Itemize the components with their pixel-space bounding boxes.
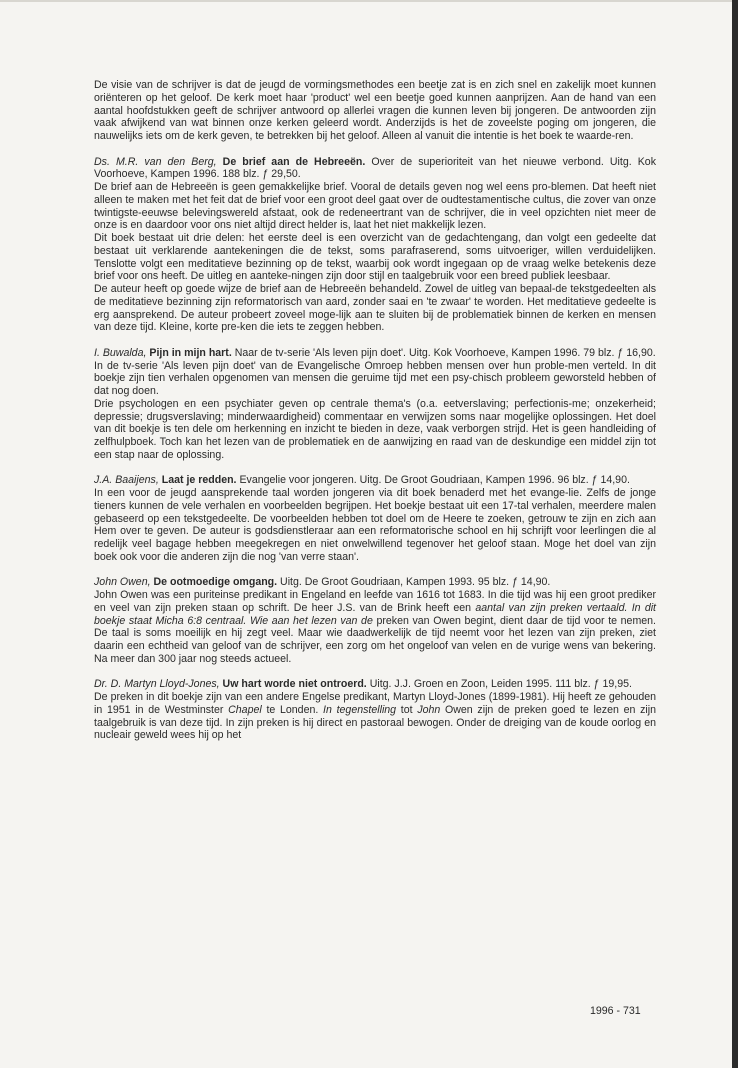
page-top-edge bbox=[0, 0, 738, 2]
review-text-italic: In tegenstelling bbox=[323, 703, 397, 716]
review-title: Laat je redden. bbox=[161, 474, 237, 487]
review-ootmoedige bbox=[94, 576, 656, 665]
review-title: De ootmoedige omgang. bbox=[153, 576, 278, 589]
review-text: John Owen was een puriteinse predikant in Engeland en leefde van 1616 tot 1683. In die tijd was hij een groot prediker en veel van zijn preken staan op schrift. De heer J.S. van de Brink heeft een bbox=[94, 589, 656, 614]
review-author: I. Buwalda, bbox=[94, 346, 147, 359]
article-body bbox=[94, 79, 656, 742]
review-heading bbox=[94, 156, 656, 182]
review-author: Ds. M.R. van den Berg, bbox=[94, 155, 217, 168]
review-meta: Uitg. J.J. Groen en Zoon, Leiden 1995. 111 blz. ƒ 19,95. bbox=[366, 678, 632, 691]
review-heading bbox=[94, 347, 656, 360]
review-paragraph: In de tv-serie 'Als leven pijn doet' van de Evangelische Omroep hebben mensen over hun proble-men verteld. In dit boekje zijn tien verhalen opgenomen van mensen die geruime tijd met een psy-chisch probleem geworsteld hebben of dat nog doen. bbox=[94, 359, 656, 398]
review-heading bbox=[94, 474, 656, 487]
review-meta: Naar de tv-serie 'Als leven pijn doet'. Uitg. Kok Voorhoeve, Kampen 1996. 79 blz. ƒ 16,90. bbox=[231, 346, 656, 359]
review-paragraph: De auteur heeft op goede wijze de brief aan de Hebreeën behandeld. Zowel de uitleg van bepaal-de tekstgedeelten als de meditatieve bezinning zijn reformatorisch van aard, zonder saai en 'te zwaar' te worden. Het meditatieve gedeelte is erg aansprekend. De auteur probeert zoveel moge-lijk aan te sluiten bij de problematiek binnen de kerken en mensen van deze tijd. Kleine, korte pre-ken die iets te zeggen hebben. bbox=[94, 283, 656, 334]
review-meta: Evangelie voor jongeren. Uitg. De Groot Goudriaan, Kampen 1996. 96 blz. ƒ 14,90. bbox=[236, 474, 630, 487]
review-text: te Londen. bbox=[261, 703, 324, 716]
review-text: Owen zijn de preken goed te lezen en zijn taalgebruik is van deze tijd. In zijn preken is hij direct en pastoraal bewogen. Onder de dreiging van de koude oorlog en nucleair geweld wees hij op het bbox=[94, 703, 656, 742]
review-text-italic: Chapel bbox=[228, 703, 262, 716]
review-paragraph: In een voor de jeugd aansprekende taal worden jongeren via dit boek benaderd met het evange-lie. Zelfs de jonge tieners kunnen de vele verhalen en voorbeelden begrijpen. Het boekje bestaat uit een 17-tal verhalen, meerdere malen gebaseerd op een tekstgedeelte. De voorbeelden hebben tot doel om de Heere te zoeken, getrouw te zijn en zich aan Hem over te geven. De auteur is godsdienstleraar aan een reformatorische school en hij schrijft voor leerlingen die al redelijk veel bagage hebben meegekregen en niet onwelwillend tegenover het geloof staan. Moge het doel van zijn boek ook voor die anderen zijn die nog 'van verre staan'. bbox=[94, 487, 656, 563]
review-text: De preken in dit boekje zijn van een andere Engelse predikant, Martyn Lloyd-Jones (1899-1981). Hij heeft ze gehouden in 1951 in de Westminster bbox=[94, 691, 656, 716]
review-paragraph: De brief aan de Hebreeën is geen gemakkelijke brief. Vooral de details geven nog wel eens pro-blemen. Dat heeft niet alleen te maken met het feit dat de brief voor een groot deel gaat over de oudtestamentische cultus, die zover van onze twintigste-eeuwse belevingswereld afstaat, ook de redeneertrant van de schrijver, die in veel opzichten niet meer de onze is en daardoor voor ons niet altijd direct helder is, laat het niet makkelijk lezen. bbox=[94, 181, 656, 232]
review-title: Uw hart worde niet ontroerd. bbox=[222, 678, 367, 691]
page-number: 1996 - 731 bbox=[590, 1005, 641, 1017]
review-paragraph bbox=[94, 691, 656, 742]
review-heading bbox=[94, 576, 656, 589]
review-text: tot bbox=[396, 703, 418, 716]
review-uw-hart bbox=[94, 678, 656, 742]
review-paragraph: Drie psychologen en een psychiater geven op centrale thema's (o.a. eetverslaving; perfectionis-me; onzekerheid; depressie; drugsverslaving; minderwaardigheid) commentaar en verwijzen soms naar mogelijke oplossingen. Het doel van dit boekje is ten dele om herkenning en inzicht te bieden in deze, vaak verborgen strijd. Het is geen handleiding of zelfhulpboek. Toch kan het lezen van de problematiek en de aanwijzing en raad van de deskundige een middel zijn tot een stap naar de oplossing. bbox=[94, 397, 656, 461]
review-author: Dr. D. Martyn Lloyd-Jones, bbox=[94, 678, 220, 691]
review-text: preken van Owen begint, dient daar de tijd voor te nemen. De taal is soms moeilijk en hij zegt veel. Maar wie daadwerkelijk de tijd neemt voor het lezen van zijn preken, ziet daarin een echtheid van geloof van de schrijver, een zorg om het ongeloof van velen en de vurige wens van bekering. Na meer dan 300 jaar nog steeds actueel. bbox=[94, 614, 656, 665]
review-hebreeen bbox=[94, 156, 656, 335]
review-redden bbox=[94, 474, 656, 563]
review-meta: Uitg. De Groot Goudriaan, Kampen 1993. 95 blz. ƒ 14,90. bbox=[277, 576, 551, 589]
review-text-italic: John bbox=[417, 703, 441, 716]
review-title: De brief aan de Hebreeën. bbox=[222, 155, 366, 168]
review-heading bbox=[94, 678, 656, 691]
review-author: J.A. Baaijens, bbox=[94, 474, 159, 487]
review-meta: Over de superioriteit van het nieuwe verbond. Uitg. Kok Voorhoeve, Kampen 1996. 188 blz. ƒ 29,50. bbox=[94, 155, 656, 181]
review-paragraph: Dit boek bestaat uit drie delen: het eerste deel is een overzicht van de gedachtengang, dan volgt een gedeelte dat bestaat uit verklarende aantekeningen die de tekst, soms parafraserend, soms uitvoeriger, willen verduidelijken. Tenslotte volgt een meditatieve bezinning op de tekst, waarbij ook wordt ingegaan op de vraag welke betekenis deze brief voor ons heeft. De uitleg en aanteke-ningen zijn door stijl en taalgebruik voor een breed publiek leesbaar. bbox=[94, 232, 656, 283]
page-binding-edge bbox=[732, 0, 738, 1068]
review-title: Pijn in mijn hart. bbox=[149, 346, 232, 359]
review-paragraph bbox=[94, 589, 656, 666]
review-author: John Owen, bbox=[94, 576, 151, 589]
review-text-italic: aantal van zijn preken vertaald. In dit boekje staat Micha 6:8 centraal. Wie aan het lezen van de bbox=[94, 601, 657, 627]
intro-paragraph: De visie van de schrijver is dat de jeugd de vormingsmethodes een beetje zat is en zich snel en zakelijk moet kunnen oriënteren op het geloof. De kerk moet haar 'product' wel een beetje goed kunnen aanprijzen. Aan de hand van een aantal hoofdstukken geeft de schrijver antwoord op allerlei vragen die kunnen leven bij jongeren. De antwoorden zijn vaak afwijkend van wat binnen onze kerken geleerd wordt. Anderzijds is het de zoveelste poging om jongeren, die nauwelijks iets om de kerk geven, te betrekken bij het geloof. Alleen al vanuit die intentie is het boek te waarde-ren. bbox=[94, 79, 656, 142]
review-pijn bbox=[94, 347, 656, 462]
